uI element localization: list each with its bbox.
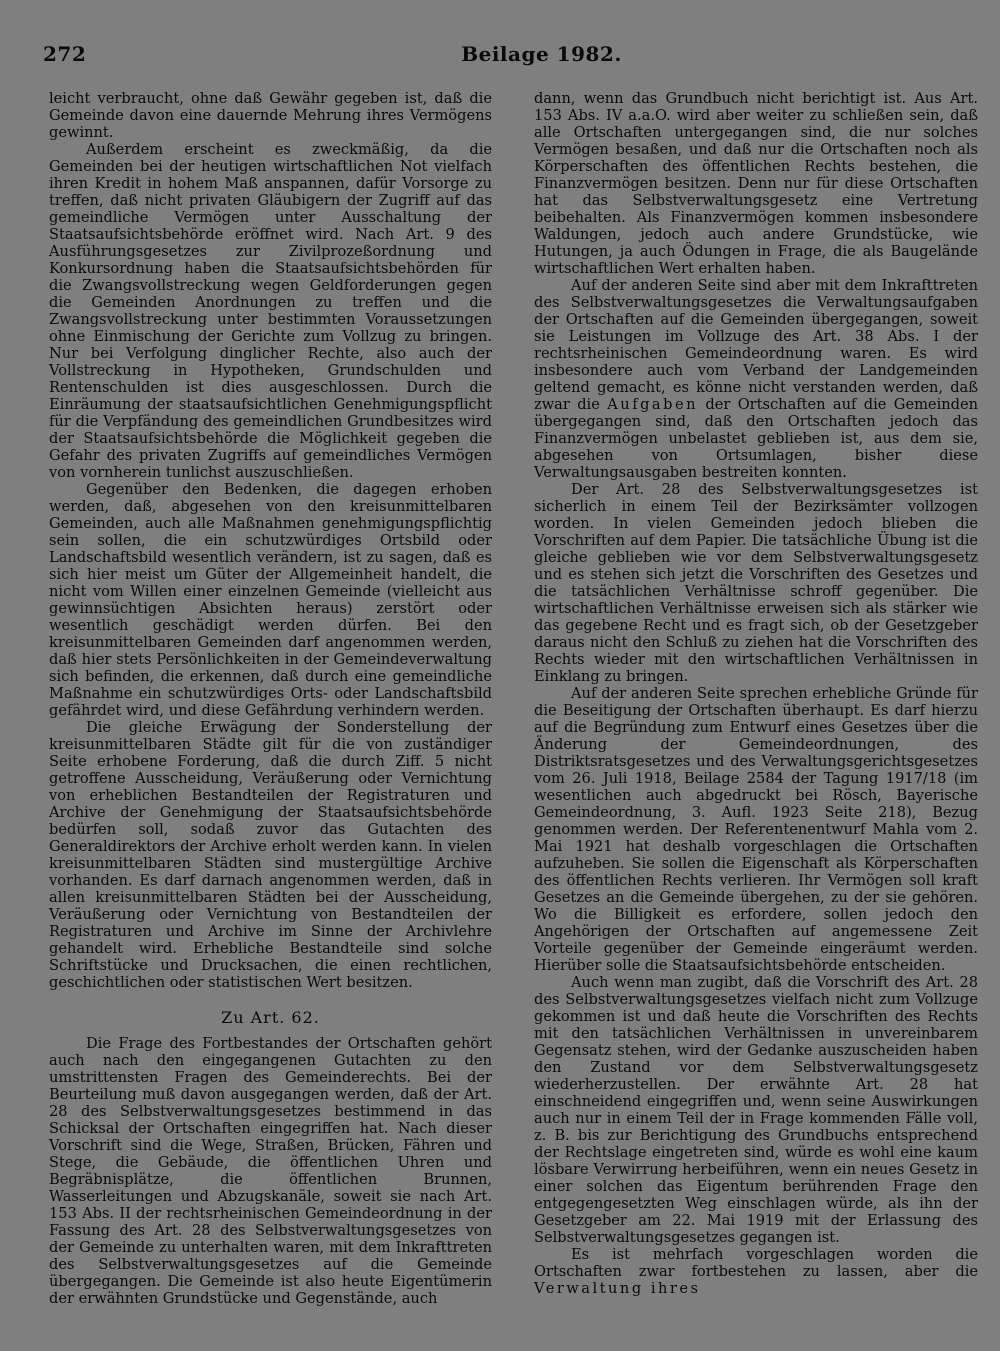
emphasized-text: Aufgaben	[607, 396, 699, 413]
paragraph: dann, wenn das Grundbuch nicht berichtigt ist. Aus Art. 153 Abs. IV a.a.O. wird aber weiter zu schließen sein, daß alle Ortschaften untergegangen sind, die nur solches Vermögen besaßen, und daß nur die Ortschaften noch als Körperschaften des öffentlichen Rechts bestehen, die Finanzvermögen besitzen. Denn nur für diese Ortschaften hat das Selbstverwaltungsgesetz eine Vertretung beibehalten. Als Finanzvermögen kommen insbesondere Waldungen, jedoch auch andere Grundstücke, wie Hutungen, ja auch Ödungen in Frage, die als Baugelände wirtschaftlichen Wert erhalten haben.	[534, 90, 978, 277]
paragraph: Außerdem erscheint es zweckmäßig, da die Gemeinden bei der heutigen wirtschaftlichen Not vielfach ihren Kredit in hohem Maß anspannen, dafür Vorsorge zu treffen, daß nicht privaten Gläubigern der Zugriff auf das gemeindliche Vermögen unter Ausschaltung der Staatsaufsichtsbehörde eröffnet wird. Nach Art. 9 des Ausführungsgesetzes zur Zivilprozeßordnung und Konkursordnung haben die Staatsaufsichtsbehörden für die Zwangsvollstreckung wegen Geldforderungen gegen die Gemeinden Anordnungen zu treffen und die Zwangsvollstreckung unter bestimmten Voraussetzungen ohne Einmischung der Gerichte zum Vollzug zu bringen. Nur bei Verfolgung dinglicher Rechte, also auch der Vollstreckung in Hypotheken, Grundschulden und Rentenschulden ist dies ausgeschlossen. Durch die Einräumung der staatsaufsichtlichen Genehmigungspflicht für die Verpfändung des gemeindlichen Grundbesitzes wird der Staatsaufsichtsbehörde die Möglichkeit gegeben die Gefahr des privaten Zugriffs auf gemeindliches Vermögen von vornherein tunlichst auszuschließen.	[49, 141, 492, 481]
header-title: Beilage 1982.	[461, 42, 622, 66]
paragraph: Auch wenn man zugibt, daß die Vorschrift des Art. 28 des Selbstverwaltungsgesetzes vielfach nicht zum Vollzuge gekommen ist und daß heute die Vorschriften des Rechts mit den tatsächlichen Verhältnissen in unvereinbarem Gegensatz stehen, wird der Gedanke auszuscheiden haben den Zustand vor dem Selbstverwaltungsgesetz wiederherzustellen. Der erwähnte Art. 28 hat einschneidend eingegriffen und, wenn seine Auswirkungen auch nur in einem Teil der in Frage kommenden Fälle voll, z. B. bis zur Berichtigung des Grundbuchs entsprechend der Rechtslage eingetreten sind, würde es wohl eine kaum lösbare Verwirrung herbeiführen, wenn ein neues Gesetz in einer solchen das Eigentum berührenden Frage den entgegengesetzten Weg einschlagen würde, als ihn der Gesetzgeber am 22. Mai 1919 mit der Erlassung des Selbstverwaltungsgesetzes gegangen ist.	[534, 974, 978, 1246]
paragraph: Die Frage des Fortbestandes der Ortschaften gehört auch nach den eingegangenen Gutachten zu den umstrittensten Fragen des Gemeinderechts. Bei der Beurteilung muß davon ausgegangen werden, daß der Art. 28 des Selbstverwaltungsgesetzes bestimmend in das Schicksal der Ortschaften eingegriffen hat. Nach dieser Vorschrift sind die Wege, Straßen, Brücken, Fähren und Stege, die Gebäude, die öffentlichen Uhren und Begräbnisplätze, die öffentlichen Brunnen, Wasserleitungen und Abzugskanäle, soweit sie nach Art. 153 Abs. II der rechtsrheinischen Gemeindeordnung in der Fassung des Art. 28 des Selbstverwaltungsgesetzes von der Gemeinde zu unterhalten waren, mit dem Inkrafttreten des Selbstverwaltungsgesetzes auf die Gemeinde übergegangen. Die Gemeinde ist also heute Eigentümerin der erwähnten Grundstücke und Gegenstände, auch	[49, 1035, 492, 1307]
paragraph: Gegenüber den Bedenken, die dagegen erhoben werden, daß, abgesehen von den kreisunmittelbaren Gemeinden, auch alle Maßnahmen genehmigungspflichtig sein sollen, die ein schutzwürdiges Ortsbild oder Landschaftsbild wesentlich verändern, ist zu sagen, daß es sich hier meist um Güter der Allgemeinheit handelt, die nicht vom Willen einer einzelnen Gemeinde (vielleicht aus gewinnsüchtigen Absichten heraus) zerstört oder wesentlich geschädigt werden dürfen. Bei den kreisunmittelbaren Gemeinden darf angenommen werden, daß hier stets Persönlichkeiten in der Gemeindeverwaltung sich befinden, die erkennen, daß durch eine gemeindliche Maßnahme ein schutzwürdiges Orts- oder Landschaftsbild gefährdet wird, und diese Gefährdung verhindern werden.	[49, 481, 492, 719]
page-header	[43, 42, 960, 72]
section-heading: Zu Art. 62.	[221, 1008, 320, 1027]
left-column	[49, 90, 492, 1307]
right-column	[534, 90, 978, 1297]
paragraph: Auf der anderen Seite sprechen erhebliche Gründe für die Beseitigung der Ortschaften überhaupt. Es darf hierzu auf die Begründung zum Entwurf eines Gesetzes über die Änderung der Gemeindeordnungen, des Distriktsratsgesetzes und des Verwaltungsgerichtsgesetzes vom 26. Juli 1918, Beilage 2584 der Tagung 1917/18 (im wesentlichen auch abgedruckt bei Rösch, Bayerische Gemeindeordnung, 3. Aufl. 1923 Seite 218), Bezug genommen werden. Der Referentenentwurf Mahla vom 2. Mai 1921 hat deshalb vorgeschlagen die Ortschaften aufzuheben. Sie sollen die Eigenschaft als Körperschaften des öffentlichen Rechts verlieren. Ihr Vermögen soll kraft Gesetzes an die Gemeinde übergehen, zu der sie gehören. Wo die Billigkeit es erfordere, sollen jedoch den Angehörigen der Ortschaften auf angemessene Zeit Vorteile gegenüber der Gemeinde eingeräumt werden. Hierüber solle die Staatsaufsichtsbehörde entscheiden.	[534, 685, 978, 974]
text-run: Es ist mehrfach vorgeschlagen worden die Ortschaften zwar fortbestehen zu lassen, aber die	[534, 1246, 978, 1280]
text-run: der Ortschaften auf die Gemeinden übergegangen sind, daß den Ortschaften jedoch das Finanzvermögen unbelastet geblieben ist, aus dem sie, abgesehen von Ortsumlagen, bisher diese Verwaltungsausgaben bestreiten konnten.	[534, 396, 979, 481]
text-run: Auf der anderen Seite sind aber mit dem Inkrafttreten des Selbstverwaltungsgesetzes die Verwaltungsaufgaben der Ortschaften auf die Gemeinden übergegangen, soweit sie Leistungen im Vollzuge des Art. 38 Abs. I der rechtsrheinischen Gemeindeordnung waren. Es wird insbesondere auch vom Verband der Landgemeinden geltend gemacht, es könne nicht verstanden werden, daß zwar die	[534, 277, 978, 413]
paragraph: Der Art. 28 des Selbstverwaltungsgesetzes ist sicherlich in einem Teil der Bezirksämter vollzogen worden. In vielen Gemeinden jedoch blieben die Vorschriften auf dem Papier. Die tatsächliche Übung ist die gleiche geblieben wie vor dem Selbstverwaltungsgesetz und es stehen sich jetzt die Vorschriften des Gesetzes und die tatsächlichen Verhältnisse schroff gegenüber. Die wirtschaftlichen Verhältnisse erweisen sich als stärker wie das gegebene Recht und es fragt sich, ob der Gesetzgeber daraus nicht den Schluß zu ziehen hat die Vorschriften des Rechts wieder mit den wirtschaftlichen Verhältnissen in Einklang zu bringen.	[534, 481, 978, 685]
paragraph: leicht verbraucht, ohne daß Gewähr gegeben ist, daß die Gemeinde davon eine dauernde Mehrung ihres Vermögens gewinnt.	[49, 90, 492, 141]
page-number: 272	[43, 42, 87, 66]
emphasized-text: Verwaltung ihres	[534, 1280, 701, 1297]
paragraph	[534, 277, 978, 481]
paragraph: Die gleiche Erwägung der Sonderstellung der kreisunmittelbaren Städte gilt für die von zuständiger Seite erhobene Forderung, daß die durch Ziff. 5 nicht getroffene Ausscheidung, Veräußerung oder Vernichtung von erheblichen Bestandteilen der Registraturen und Archive der Genehmigung der Staatsaufsichtsbehörde bedürfen soll, sodaß zuvor das Gutachten des Generaldirektors der Archive erholt werden kann. In vielen kreisunmittelbaren Städten sind mustergültige Archive vorhanden. Es darf darnach angenommen werden, daß in allen kreisunmittelbaren Städten bei der Ausscheidung, Veräußerung oder Vernichtung von Bestandteilen der Registraturen und Archive im Sinne der Archivlehre gehandelt wird. Erhebliche Bestandteile sind solche Schriftstücke und Drucksachen, die einen rechtlichen, geschichtlichen oder statistischen Wert besitzen.	[49, 719, 492, 991]
paragraph	[534, 1246, 978, 1297]
